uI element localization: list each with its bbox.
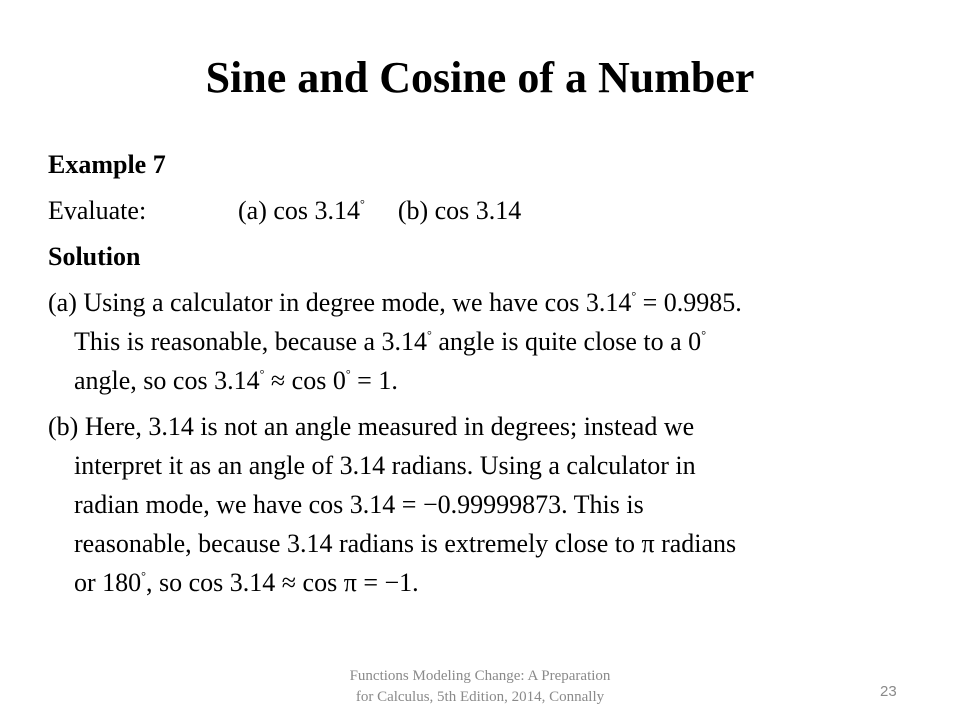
footer-line-2: for Calculus, 5th Edition, 2014, Connally: [355, 689, 605, 705]
part-a-text: = 0.9985.: [636, 288, 742, 317]
part-a-line-3: [48, 361, 928, 400]
part-b-line-1: (b) Here, 3.14 is not an angle measured in degrees; instead we: [48, 412, 695, 441]
part-a-text: angle is quite close to a 0: [431, 327, 702, 356]
slide-title: Sine and Cosine of a Number: [205, 53, 755, 102]
evaluate-part-a: (a) cos 3.14: [238, 196, 361, 225]
degree-symbol: °: [360, 197, 365, 211]
part-a-text: = 1.: [350, 366, 398, 395]
evaluate-label: Evaluate:: [48, 196, 147, 225]
degree-symbol: °: [631, 289, 637, 303]
part-b-line-4: reasonable, because 3.14 radians is extremely close to π radians: [74, 529, 737, 558]
solution-part-a: [48, 283, 928, 400]
evaluate-line: [48, 191, 928, 230]
part-a-text: (a) Using a calculator in degree mode, we have cos 3.14: [48, 288, 632, 317]
example-heading: Example 7: [48, 150, 166, 179]
degree-symbol: °: [259, 367, 265, 381]
part-a-text: ≈ cos 0: [264, 366, 346, 395]
solution-part-b: [48, 407, 928, 602]
solution-heading: Solution: [48, 242, 141, 271]
footer-citation: [330, 666, 630, 708]
part-a-line-1: [48, 283, 928, 322]
part-b-line-2: interpret it as an angle of 3.14 radians. Using a calculator in: [74, 451, 696, 480]
part-a-text: angle, so cos 3.14: [74, 366, 260, 395]
degree-symbol: °: [701, 328, 706, 342]
part-b-text: or 180: [74, 568, 142, 597]
part-a-line-2: [48, 322, 928, 361]
slide-body: [48, 145, 928, 602]
part-b-text: , so cos 3.14 ≈ cos π = −1.: [145, 568, 419, 597]
page-number: 23: [880, 683, 897, 700]
footer-line-1: Functions Modeling Change: A Preparation: [349, 668, 611, 684]
part-b-line-5: [48, 563, 928, 602]
degree-symbol: °: [345, 367, 351, 381]
part-b-line-3: radian mode, we have cos 3.14 = −0.99999873. This is: [74, 490, 644, 519]
degree-symbol: °: [141, 569, 146, 583]
part-a-text: This is reasonable, because a 3.14: [74, 327, 428, 356]
evaluate-part-b: (b) cos 3.14: [397, 196, 522, 225]
degree-symbol: °: [427, 328, 432, 342]
